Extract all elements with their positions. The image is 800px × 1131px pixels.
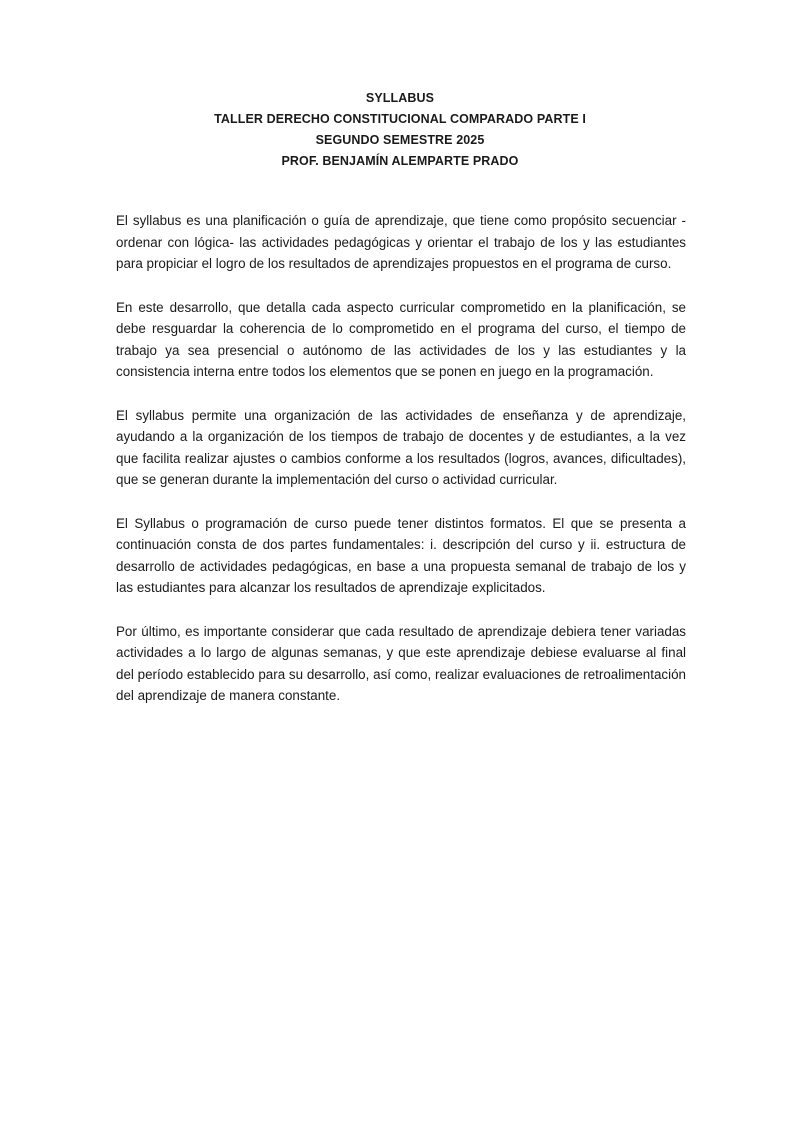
course-name: TALLER DERECHO CONSTITUCIONAL COMPARADO PARTE I bbox=[214, 112, 586, 126]
paragraph-development: En este desarrollo, que detalla cada aspecto curricular comprometido en la planificación, se debe resguardar la coherencia de lo comprometido en el programa del curso, el tiempo de trabajo ya sea presencial o autónomo de las actividades de los y las estudiantes y la consistencia interna entre todos los elementos que se ponen en juego en la programación. bbox=[116, 299, 686, 379]
document-header bbox=[0, 88, 800, 172]
paragraph-organization: El syllabus permite una organización de las actividades de enseñanza y de aprendizaje, ayudando a la organización de los tiempos de trabajo de docentes y de estudiantes, a la vez que facilita realizar ajustes o cambios conforme a los resultados (logros, avances, dificultades), que se generan durante la implementación del curso o actividad curricular. bbox=[116, 407, 686, 487]
document-title: SYLLABUS bbox=[365, 91, 435, 105]
paragraph-intro: El syllabus es una planificación o guía de aprendizaje, que tiene como propósito secuenciar -ordenar con lógica- las actividades pedagógicas y orientar el trabajo de los y las estudiantes para propiciar el logro de los resultados de aprendizajes propuestos en el programa de curso. bbox=[116, 213, 686, 271]
paragraph-closing: Por último, es importante considerar que cada resultado de aprendizaje debiera tener variadas actividades a lo largo de algunas semanas, y que este aprendizaje debiese evaluarse al final del período establecido para su desarrollo, así como, realizar evaluaciones de retroalimentación del aprendizaje de manera constante. bbox=[116, 623, 686, 703]
document-body bbox=[116, 210, 686, 729]
paragraph-formats: El Syllabus o programación de curso puede tener distintos formatos. El que se presenta a continuación consta de dos partes fundamentales: i. descripción del curso y ii. estructura de desarrollo de actividades pedagógicas, en base a una propuesta semanal de trabajo de los y las estudiantes para alcanzar los resultados de aprendizaje explicitados. bbox=[116, 515, 686, 595]
professor-name: PROF. BENJAMÍN ALEMPARTE PRADO bbox=[281, 154, 519, 168]
semester-label: SEGUNDO SEMESTRE 2025 bbox=[315, 133, 485, 147]
